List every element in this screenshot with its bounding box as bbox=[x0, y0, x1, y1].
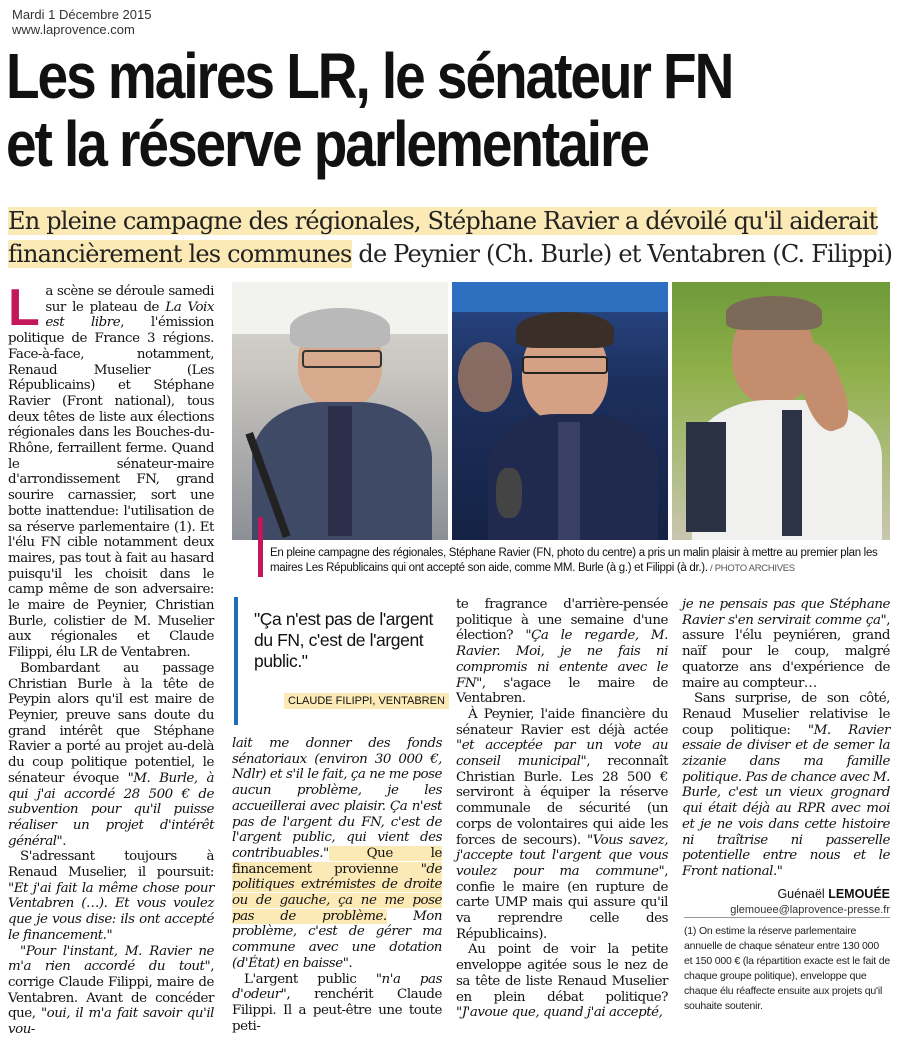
pull-quote bbox=[234, 597, 448, 725]
paragraph-2: Bombardant au passage Christian Burle à la tête de Peypin alors qu'il est maire de Peynier, preuve sans doute du grand intérêt que Stéphane Ravier a porté au projet au-delà du coup politique potentiel, le sénateur évoque "M. Burle, à qui j'ai accordé 28 500 € de subvention pour qu'il puisse réaliser un projet d'intérêt général". bbox=[8, 660, 214, 849]
article-column-2 bbox=[232, 736, 442, 1034]
author-email: glemouee@laprovence-presse.fr bbox=[730, 904, 890, 916]
footnote: (1) On estime la réserve parlementaire annuelle de chaque sénateur entre 130 000 et 150 000 € (la répartition exacte est le fait de chaque groupe politique), enveloppe que chaque élu réaffecte ensuite aux projets qu'il souhaite soutenir. bbox=[684, 925, 890, 1012]
headline-line-1: Les maires LR, le sénateur FN bbox=[6, 40, 733, 112]
subheadline-rest: de Peynier (Ch. Burle) et Ventabren (C. Filippi) bbox=[351, 240, 893, 268]
headline bbox=[6, 42, 771, 178]
pull-quote-text: "Ça n'est pas de l'argent du FN, c'est de l'argent public." bbox=[254, 609, 433, 671]
paragraph-10: je ne pensais pas que Stéphane Ravier s'en servirait comme ça", assure l'élu peyniéren, grand naïf pour le coup, malgré quatorze ans d'expérience de maire au compteur… bbox=[682, 597, 890, 691]
publication-meta bbox=[12, 7, 151, 37]
footnote-divider bbox=[684, 917, 890, 918]
article-column-1 bbox=[8, 279, 214, 1038]
caption-text: En pleine campagne des régionales, Stéphane Ravier (FN, photo du centre) a pris un malin plaisir à mettre au premier plan les maires Les Républicains qui ont accepté son aide, comme MM. Burle (à g.) et Filippi (à dr.). bbox=[270, 547, 878, 574]
paragraph-5: lait me donner des fonds sénatoriaux (environ 30 000 €, Ndlr) et s'il le fait, ça ne me pose aucun problème, je les accueillerai avec plaisir. Ça n'est pas de l'argent du FN, c'est de l'argent public, qui vient des contribuables." Que le financement provienne "de politiques extrémistes de droite ou de gauche, ça ne me pose pas de problème. Mon problème, c'est de gérer ma commune avec une dotation (d'État) en baisse". bbox=[232, 736, 442, 971]
photo-credit: / PHOTO ARCHIVES bbox=[707, 563, 795, 574]
headline-line-2: et la réserve parlementaire bbox=[6, 108, 648, 180]
photo-caption bbox=[258, 546, 901, 576]
photo-burle bbox=[232, 282, 448, 540]
subheadline bbox=[8, 205, 898, 271]
byline bbox=[684, 886, 890, 918]
paragraph-7: te fragrance d'arrière-pensée politique à une semaine d'une élection? "Ça le regarde, M. Ravier. Moi, je ne fais ni compromis ni entente avec le FN", s'agace le maire de Ventabren. bbox=[456, 597, 668, 707]
paragraph-3: S'adressant toujours à Renaud Muselier, il poursuit: "Et j'ai fait la même chose pour Ventabren (…). Et vous voulez que je vous dise: ils ont accepté le financement." bbox=[8, 849, 214, 943]
paragraph-1: La scène se déroule samedi sur le plateau de La Voix est libre, l'émission politique de France 3 régions. Face-à-face, notamment, Renaud Muselier (Les Républicains) et Stéphane Ravier (Front national), tous deux têtes de liste aux élections régionales dans les Bouches-du-Rhône, ferraillent ferme. Quand le sénateur-maire d'arrondissement FN, grand sourire carnassier, sort une botte inattendue: l'utilisation de sa réserve parlementaire (1). Et l'élu FN cible notamment deux maires, pas tout à fait au hasard puisqu'il les choisit dans le camp même de son adversaire: le maire de Peynier, Christian Burle, colistier de M. Muselier aux régionales et Claude Filippi, élu LR de Ventabren. bbox=[8, 279, 214, 661]
pull-quote-author: CLAUDE FILIPPI, VENTABREN bbox=[284, 693, 449, 709]
article-column-3 bbox=[456, 597, 668, 1021]
paragraph-9: Au point de voir la petite enveloppe agitée sous le nez de sa tête de liste Renaud Muselier en plein débat politique? "J'avoue que, quand j'ai accepté, bbox=[456, 942, 668, 1021]
article-column-4 bbox=[682, 597, 890, 880]
subheadline-highlight-1: En pleine campagne des régionales, Stéphane Ravier a dévoilé qu'il aiderait bbox=[8, 207, 878, 235]
author-last-name: LEMOUÉE bbox=[828, 887, 890, 901]
author-first-name: Guénaël bbox=[777, 887, 829, 901]
drop-cap: L bbox=[8, 279, 40, 337]
subheadline-highlight-2: financièrement les communes bbox=[8, 240, 352, 268]
paragraph-11: Sans surprise, de son côté, Renaud Muselier relativise le coup politique: "M. Ravier essaie de diviser et de semer la zizanie dans ma famille politique. Pas de chance avec M. Burle, c'est un vieux grognard qui était déjà au RPR avec moi et je ne vois dans cette histoire ni traîtrise ni passerelle potentielle entre nous et le Front national." bbox=[682, 691, 890, 879]
paragraph-4: "Pour l'instant, M. Ravier ne m'a rien accordé du tout", corrige Claude Filippi, maire de Ventabren. Avant de concéder que, "oui, il m'a fait savoir qu'il vou- bbox=[8, 943, 214, 1038]
publication-site: www.laprovence.com bbox=[12, 22, 135, 37]
publication-date: Mardi 1 Décembre 2015 bbox=[12, 7, 152, 22]
paragraph-8: À Peynier, l'aide financière du sénateur Ravier est déjà actée "et acceptée par un vote au conseil municipal", reconnaît Christian Burle. Les 28 500 € serviront à équiper la réserve communale de sécurité (un corps de volontaires qui aide les forces de secours). "Vous savez, j'accepte tout l'argent que vous voulez pour ma commune", confie le maire (en rupture de carte UMP mais qui assure qu'il va reprendre celle des Républicains). bbox=[456, 706, 669, 942]
photo-ravier bbox=[452, 282, 668, 540]
paragraph-6: L'argent public "n'a pas d'odeur", renchérit Claude Filippi. Il a peut-être une toute peti- bbox=[232, 971, 442, 1034]
photo-filippi bbox=[672, 282, 890, 540]
